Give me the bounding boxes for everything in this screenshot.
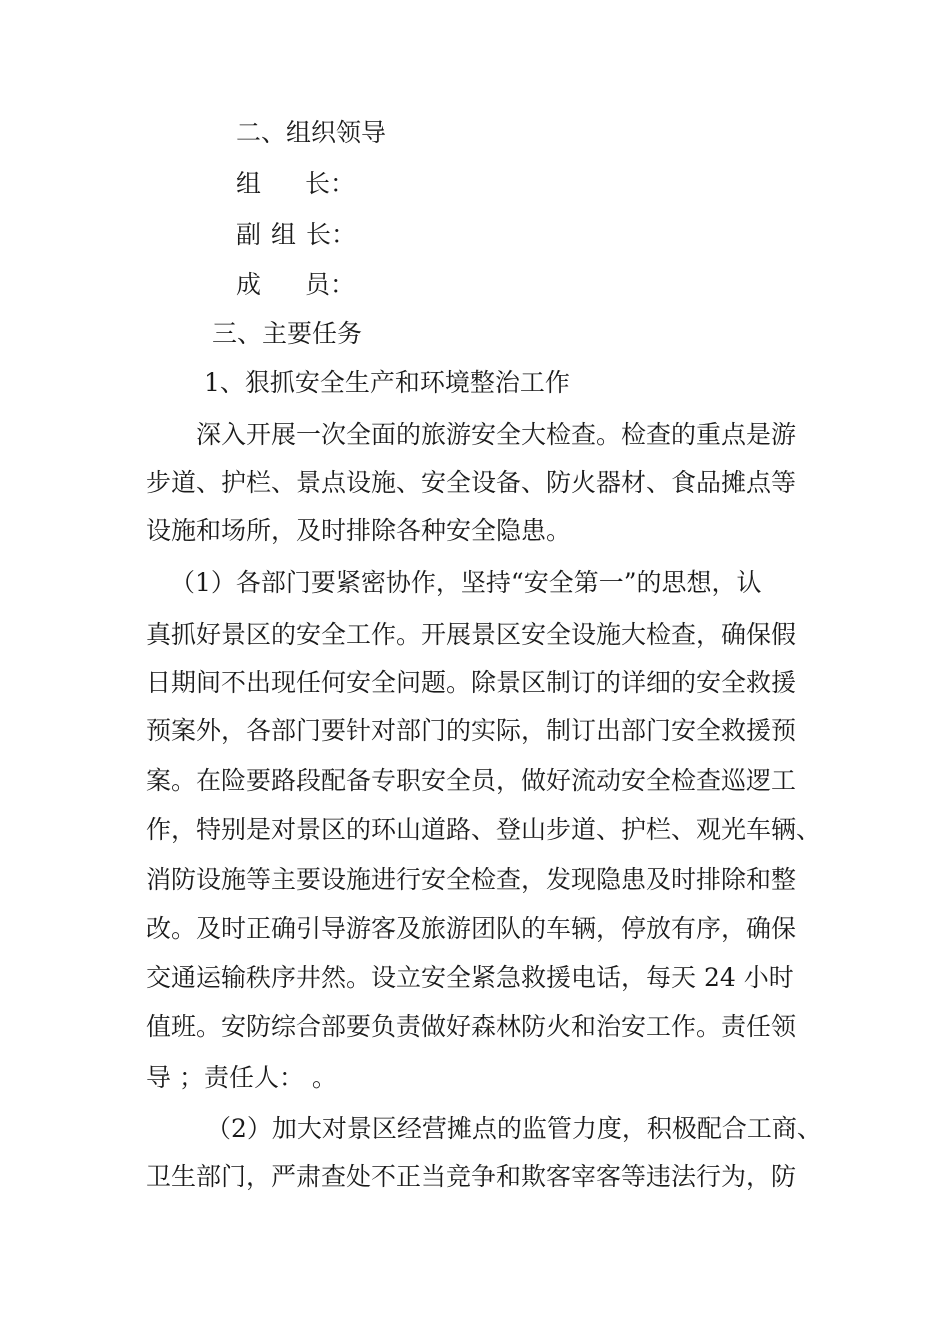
subsection-heading: 1、狠抓安全生产和环境整治工作 bbox=[204, 368, 570, 397]
deputy-label-part: 副 bbox=[236, 220, 262, 249]
paragraph-line: 值班。安防综合部要负责做好森林防火和治安工作。责任领 bbox=[146, 1012, 797, 1041]
paragraph-line: 步道、护栏、景点设施、安全设备、防火器材、食品摊点等 bbox=[146, 468, 797, 497]
paragraph-line: （2）加大对景区经营摊点的监管力度，积极配合工商、 bbox=[206, 1114, 822, 1143]
paragraph-line: 预案外，各部门要针对部门的实际，制订出部门安全救援预 bbox=[146, 716, 797, 745]
deputy-leader-label bbox=[236, 220, 356, 250]
paragraph-line: （1）各部门要紧密协作，坚持“安全第一”的思想，认 bbox=[170, 568, 762, 597]
paragraph-line: 深入开展一次全面的旅游安全大检查。检查的重点是游 bbox=[196, 420, 797, 449]
leader-label-part: 长： bbox=[305, 169, 356, 198]
deputy-label-part: 长： bbox=[306, 220, 357, 249]
section-heading: 三、主要任务 bbox=[212, 319, 363, 348]
paragraph-line: 消防设施等主要设施进行安全检查，发现隐患及时排除和整 bbox=[146, 865, 797, 894]
paragraph-line: 改。及时正确引导游客及旅游团队的车辆，停放有序，确保 bbox=[146, 914, 797, 943]
paragraph-line: 日期间不出现任何安全问题。除景区制订的详细的安全救援 bbox=[146, 668, 797, 697]
leader-label-part: 组 bbox=[236, 169, 262, 198]
deputy-label-part: 组 bbox=[271, 220, 297, 249]
member-label-part: 员： bbox=[305, 270, 356, 299]
paragraph-line: 案。在险要路段配备专职安全员，做好流动安全检查巡逻工 bbox=[146, 766, 797, 795]
paragraph-line: 真抓好景区的安全工作。开展景区安全设施大检查，确保假 bbox=[146, 620, 797, 649]
paragraph-line: 作，特别是对景区的环山道路、登山步道、护栏、观光车辆、 bbox=[146, 815, 822, 844]
leader-label bbox=[236, 169, 355, 199]
paragraph-line: 设施和场所，及时排除各种安全隐患。 bbox=[146, 516, 572, 545]
member-label-part: 成 bbox=[236, 270, 262, 299]
member-label bbox=[236, 270, 355, 300]
paragraph-line: 卫生部门，严肃查处不正当竞争和欺客宰客等违法行为，防 bbox=[146, 1162, 797, 1191]
paragraph-line: 交通运输秩序井然。设立安全紧急救援电话，每天 24 小时 bbox=[146, 963, 794, 992]
paragraph-line: 导 ；责任人： 。 bbox=[146, 1063, 337, 1092]
section-heading: 二、组织领导 bbox=[236, 118, 387, 147]
